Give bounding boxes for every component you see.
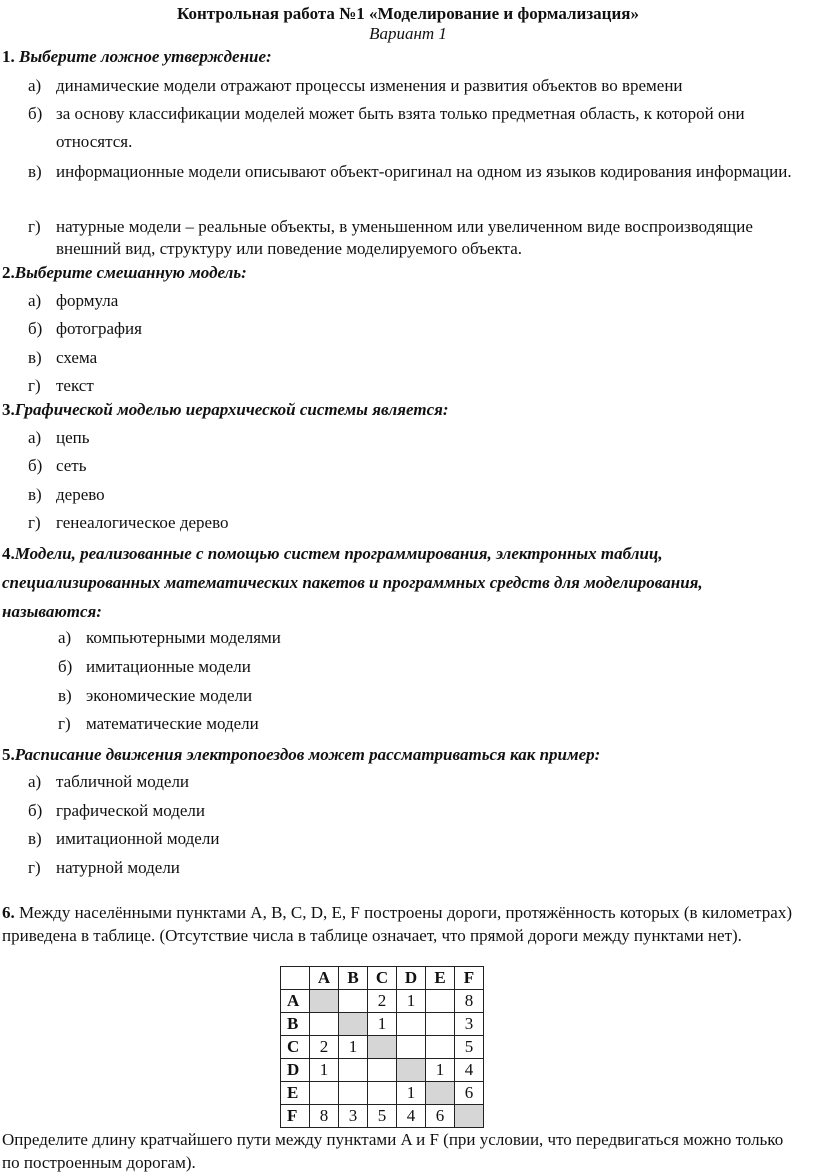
- distance-table-cell: 8: [455, 990, 484, 1013]
- distance-table-cell: [310, 990, 339, 1013]
- question-6-text: 6. Между населёнными пунктами A, B, C, D, E, F построены дороги, протяжённость которых (в километрах) приведена в таблице. (Отсутствие числа в таблице означает, что прямой дороги между пунктами нет).: [2, 903, 792, 945]
- distance-table-row: [281, 1059, 484, 1082]
- distance-table-row: [281, 990, 484, 1013]
- distance-table-row-header: A: [281, 990, 310, 1013]
- distance-table-cell: 8: [310, 1105, 339, 1128]
- question-6-task: Определите длину кратчайшего пути между пунктами A и F (при условии, что передвигаться можно только по построенным дорогам).: [2, 1130, 784, 1172]
- distance-table-cell: [426, 1082, 455, 1105]
- distance-table-cell: [339, 1082, 368, 1105]
- distance-table-cell: 6: [455, 1082, 484, 1105]
- distance-table-cell: 6: [426, 1105, 455, 1128]
- distance-table-cell: 5: [455, 1036, 484, 1059]
- distance-table-col-header: F: [455, 967, 484, 990]
- question-4-heading: 4.Модели, реализованные с помощью систем программирования, электронных таблиц, специализированных математических пакетов и программных средств для моделирования, называются:: [2, 544, 703, 621]
- distance-table-cell: 2: [368, 990, 397, 1013]
- distance-table-cell: 2: [310, 1036, 339, 1059]
- distance-table-cell: [397, 1013, 426, 1036]
- distance-table-cell: 1: [397, 1082, 426, 1105]
- question-2-heading: 2.Выберите смешанную модель:: [2, 263, 247, 282]
- distance-table-corner: [281, 967, 310, 990]
- question-3-heading: 3.Графической моделью иерархической системы является:: [2, 400, 449, 419]
- distance-table-row-header: E: [281, 1082, 310, 1105]
- distance-table-col-header: C: [368, 967, 397, 990]
- distance-table-cell: 4: [397, 1105, 426, 1128]
- distance-table-row: [281, 1105, 484, 1128]
- distance-table-cell: [397, 1036, 426, 1059]
- distance-table-row-header: B: [281, 1013, 310, 1036]
- distance-table-col-header: A: [310, 967, 339, 990]
- distance-table-cell: 1: [397, 990, 426, 1013]
- distance-table-row: [281, 1082, 484, 1105]
- distance-table-col-header: D: [397, 967, 426, 990]
- distance-table-row: [281, 1036, 484, 1059]
- distance-table-cell: [339, 1059, 368, 1082]
- distance-table-cell: 1: [426, 1059, 455, 1082]
- distance-table-row: [281, 1013, 484, 1036]
- distance-table-cell: [310, 1013, 339, 1036]
- distance-table-cell: 1: [310, 1059, 339, 1082]
- distance-table-cell: [339, 1013, 368, 1036]
- distance-table-cell: 1: [368, 1013, 397, 1036]
- variant-label: Вариант 1: [369, 24, 447, 43]
- distance-table-cell: [397, 1059, 426, 1082]
- distance-table-cell: [426, 1013, 455, 1036]
- document-title: Контрольная работа №1 «Моделирование и формализация»: [177, 4, 639, 23]
- question-5-heading: 5.Расписание движения электропоездов может рассматриваться как пример:: [2, 745, 601, 764]
- distance-table-cell: 3: [339, 1105, 368, 1128]
- distance-table: [280, 966, 484, 1128]
- question-1-heading: 1. Выберите ложное утверждение:: [2, 47, 272, 66]
- distance-table-col-header: E: [426, 967, 455, 990]
- distance-table-cell: [368, 1082, 397, 1105]
- distance-table-col-header: B: [339, 967, 368, 990]
- distance-table-cell: 1: [339, 1036, 368, 1059]
- distance-table-cell: [339, 990, 368, 1013]
- distance-table-header-row: [281, 967, 484, 990]
- distance-table-cell: 3: [455, 1013, 484, 1036]
- distance-table-cell: [368, 1036, 397, 1059]
- distance-table-cell: [426, 990, 455, 1013]
- distance-table-row-header: F: [281, 1105, 310, 1128]
- distance-table-cell: [455, 1105, 484, 1128]
- distance-table-row-header: C: [281, 1036, 310, 1059]
- distance-table-row-header: D: [281, 1059, 310, 1082]
- distance-table-cell: 4: [455, 1059, 484, 1082]
- document-page: Контрольная работа №1 «Моделирование и формализация» Вариант 1 1. Выберите ложное утверждение: а) динамические модели отражают процессы изменения и развития объектов во времени б) за основу классификации моделей может быть взята только предметная область, к которой они относятся. в) информационные модели описывают объект-оригинал на одном из языков кодирования информации. г) натурные модели – реальные объекты, в уменьшенном или увеличенном виде воспроизводящие внешний вид, структуру или поведение моделируемого объекта. 2.Выберите смешанную модель: а) формула б) фотография в) схема г) текст 3.Графической моделью иерархической системы является: а) цепь б) сеть в) дерево г) генеалогическое дерево 4.Модели, реализованные с помощью систем программирования, электронных таблиц, специализированных математических пакетов и программных средств для моделирования, называются: а) компьютерными моделями б) имитационные модели в) экономические модели г) математические модели 5.Расписание движения электропоездов может рассматриваться как пример: а) табличной модели б) графической модели в) имитационной модели г) натурной модели 6. Между населёнными пунктами A, B, C, D, E, F построены дороги, протяжённость которых (в километрах) приведена в таблице. (Отсутствие числа в таблице означает, что прямой дороги между пунктами нет). A B C D E F A 2 1 8 B 1 3 C 2 1 5 D 1 1 4 E 1 6 F 8 3 5 4 6 Определите длину кратчайшего пути между пунктами A и F (при условии, что передвигаться можно только по построенным дорогам).: [0, 0, 816, 1174]
- distance-table-cell: [426, 1036, 455, 1059]
- distance-table-cell: 5: [368, 1105, 397, 1128]
- distance-table-cell: [368, 1059, 397, 1082]
- distance-table-cell: [310, 1082, 339, 1105]
